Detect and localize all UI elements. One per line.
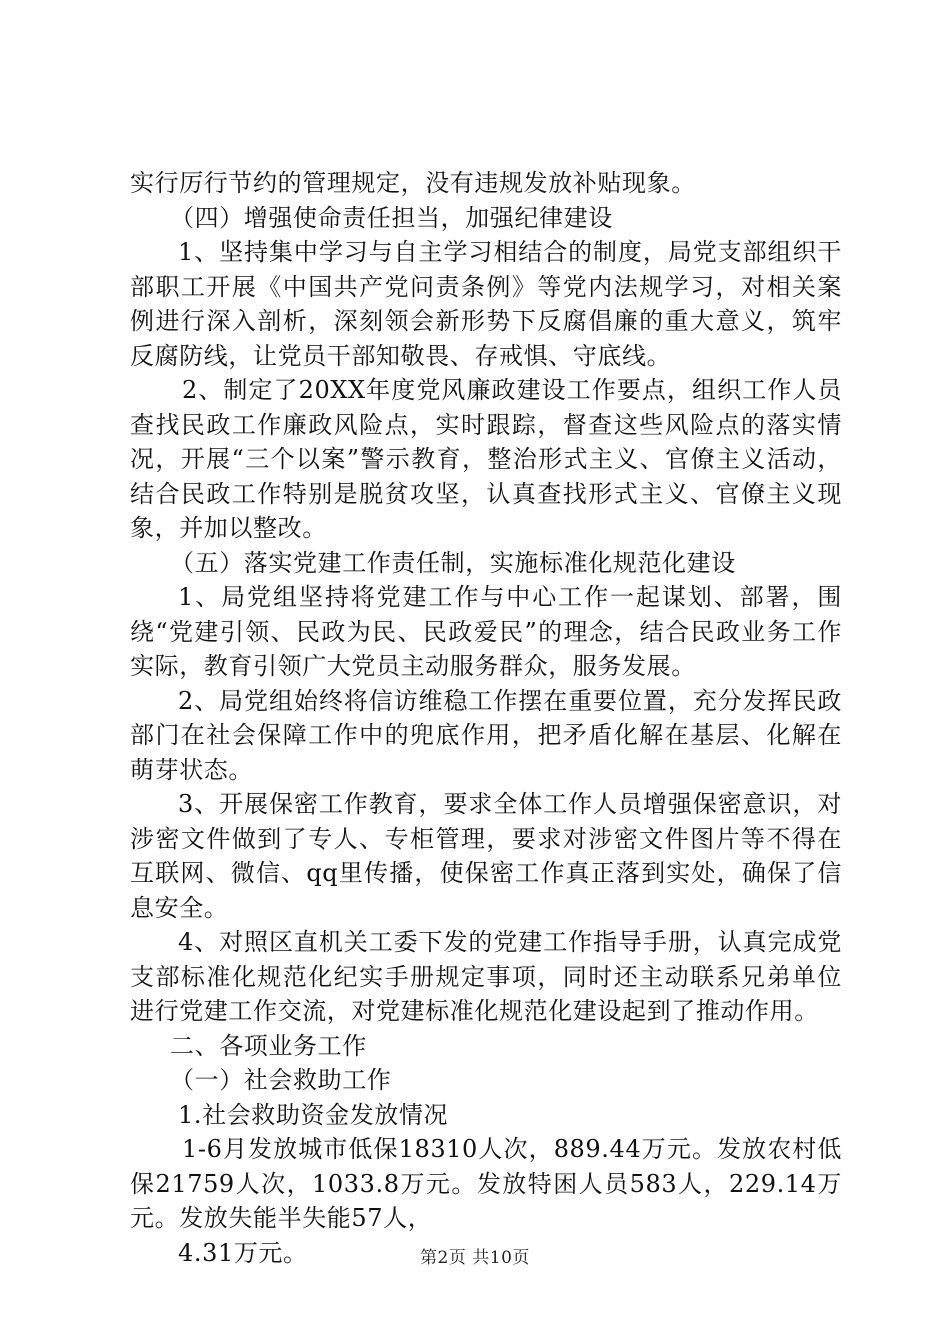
- paragraph-party-building-4: 4、对照区直机关工委下发的党建工作指导手册，认真完成党支部标准化规范化纪实手册规定事项，同时还主动联系兄弟单位进行党建工作交流，对党建标准化规范化建设起到了推动作用。: [130, 928, 842, 1025]
- paragraph-discipline-2: 2、制定了20XX年度党风廉政建设工作要点，组织工作人员查找民政工作廉政风险点，实时跟踪，督查这些风险点的落实情况，开展“三个以案”警示教育，整治形式主义、官僚主义活动，结合民政工作特别是脱贫攻坚，认真查找形式主义、官僚主义现象，并加以整改。: [130, 376, 842, 542]
- paragraph-party-building-2: 2、局党组始终将信访维稳工作摆在重要位置，充分发挥民政部门在社会保障工作中的兜底作用，把矛盾化解在基层、化解在萌芽状态。: [130, 686, 842, 784]
- subheading-funds-distribution: 1.社会救助资金发放情况: [178, 1100, 449, 1129]
- paragraph-party-building-1: 1、局党组坚持将党建工作与中心工作一起谋划、部署，围绕“党建引领、民政为民、民政爱民”的理念，结合民政业务工作实际，教育引领广大党员主动服务群众，服务发展。: [130, 583, 842, 680]
- paragraph-funds-figures: 1-6月发放城市低保18310人次，889.44万元。发放农村低保21759人次，1033.8万元。发放特困人员583人，229.14万元。发放失能半失能57人，: [130, 1135, 842, 1232]
- section-heading-four: （四）增强使命责任担当，加强纪律建设: [170, 203, 613, 232]
- paragraph-party-building-3: 3、开展保密工作教育，要求全体工作人员增强保密意识，对涉密文件做到了专人、专柜管理，要求对涉密文件图片等不得在互联网、微信、qq里传播，使保密工作真正落到实处，确保了信息安全。: [130, 790, 842, 922]
- paragraph-continuation: 实行厉行节约的管理规定，没有违规发放补贴现象。: [130, 169, 696, 197]
- paragraph-discipline-1: 1、坚持集中学习与自主学习相结合的制度，局党支部组织干部职工开展《中国共产党问责条例》等党内法规学习，对相关案例进行深入剖析，深刻领会新形势下反腐倡廉的重大意义，筑牢反腐防线，让党员干部知敬畏、存戒惧、守底线。: [130, 238, 842, 370]
- document-body: [130, 166, 842, 1270]
- section-heading-business: 二、各项业务工作: [170, 1031, 367, 1060]
- section-heading-social-assistance: （一）社会救助工作: [170, 1066, 392, 1094]
- paragraph-funds-figures-tail: 4.31万元。: [178, 1238, 308, 1267]
- section-heading-five: （五）落实党建工作责任制，实施标准化规范化建设: [170, 548, 736, 577]
- page-number-footer: 第2页 共10页: [420, 1248, 530, 1268]
